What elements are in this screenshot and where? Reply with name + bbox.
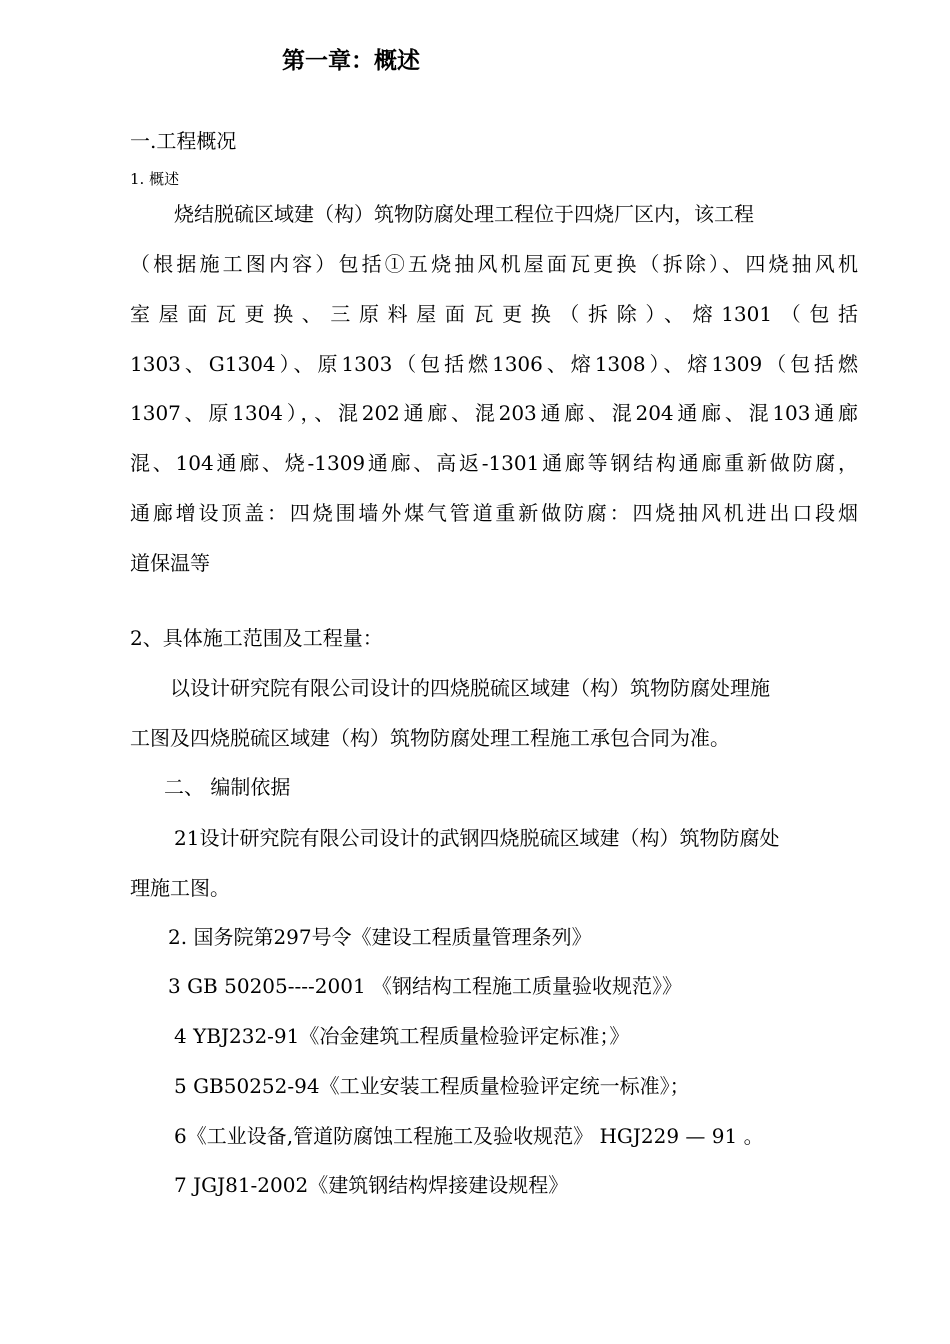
para1-line-5: 1307、原1304），、混202通廊、混203通廊、混204通廊、混103通廊 — [130, 401, 858, 425]
subheading-summary: 1. 概述 — [130, 170, 180, 188]
basis-item-5: 5 GB50252-94《工业安装工程质量检验评定统一标准》； — [174, 1074, 690, 1098]
basis-item-4: 4 YBJ232-91《冶金建筑工程质量检验评定标准；》 — [174, 1024, 630, 1048]
para1-line-4: 1303、G1304）、原1303（包括燃1306、熔1308）、熔1309（包括燃 — [130, 352, 858, 376]
subheading-scope: 2、具体施工范围及工程量： — [130, 626, 383, 650]
para1-line-2: （根据施工图内容）包括①五烧抽风机屋面瓦更换（拆除）、四烧抽风机 — [130, 252, 858, 276]
chapter-title: 第一章：概述 — [282, 48, 420, 74]
section-heading-basis: 二、 编制依据 — [164, 775, 291, 799]
section-heading-overview: 一.工程概况 — [130, 129, 237, 153]
para2-line-1: 以设计研究院有限公司设计的四烧脱硫区域建（构）筑物防腐处理施 — [170, 676, 770, 700]
basis-item-7: 7 JGJ81-2002《建筑钢结构焊接建设规程》 — [174, 1173, 569, 1197]
para1-line-3: 室屋面瓦更换、三原料屋面瓦更换（拆除）、熔1301（包括 — [130, 302, 858, 326]
basis-item-3: 3 GB 50205----2001 《钢结构工程施工质量验收规范》》 — [168, 974, 683, 998]
basis-item-1-line-2: 理施工图。 — [130, 876, 230, 900]
basis-item-6: 6《工业设备,管道防腐蚀工程施工及验收规范》 HGJ229 — 91 。 — [174, 1124, 764, 1148]
para2-line-2: 工图及四烧脱硫区域建（构）筑物防腐处理工程施工承包合同为准。 — [130, 726, 730, 750]
basis-item-2: 2. 国务院第297号令《建设工程质量管理条列》 — [168, 925, 592, 949]
para1-line-6: 混、104通廊、烧-1309通廊、高返-1301通廊等钢结构通廊重新做防腐， — [130, 451, 858, 475]
para1-line-8: 道保温等 — [130, 551, 210, 575]
para1-line-1: 烧结脱硫区域建（构）筑物防腐处理工程位于四烧厂区内，该工程 — [174, 202, 754, 226]
para1-line-7: 通廊增设顶盖：四烧围墙外煤气管道重新做防腐：四烧抽风机进出口段烟 — [130, 501, 858, 525]
basis-item-1-line-1: 21设计研究院有限公司设计的武钢四烧脱硫区域建（构）筑物防腐处 — [174, 826, 780, 850]
